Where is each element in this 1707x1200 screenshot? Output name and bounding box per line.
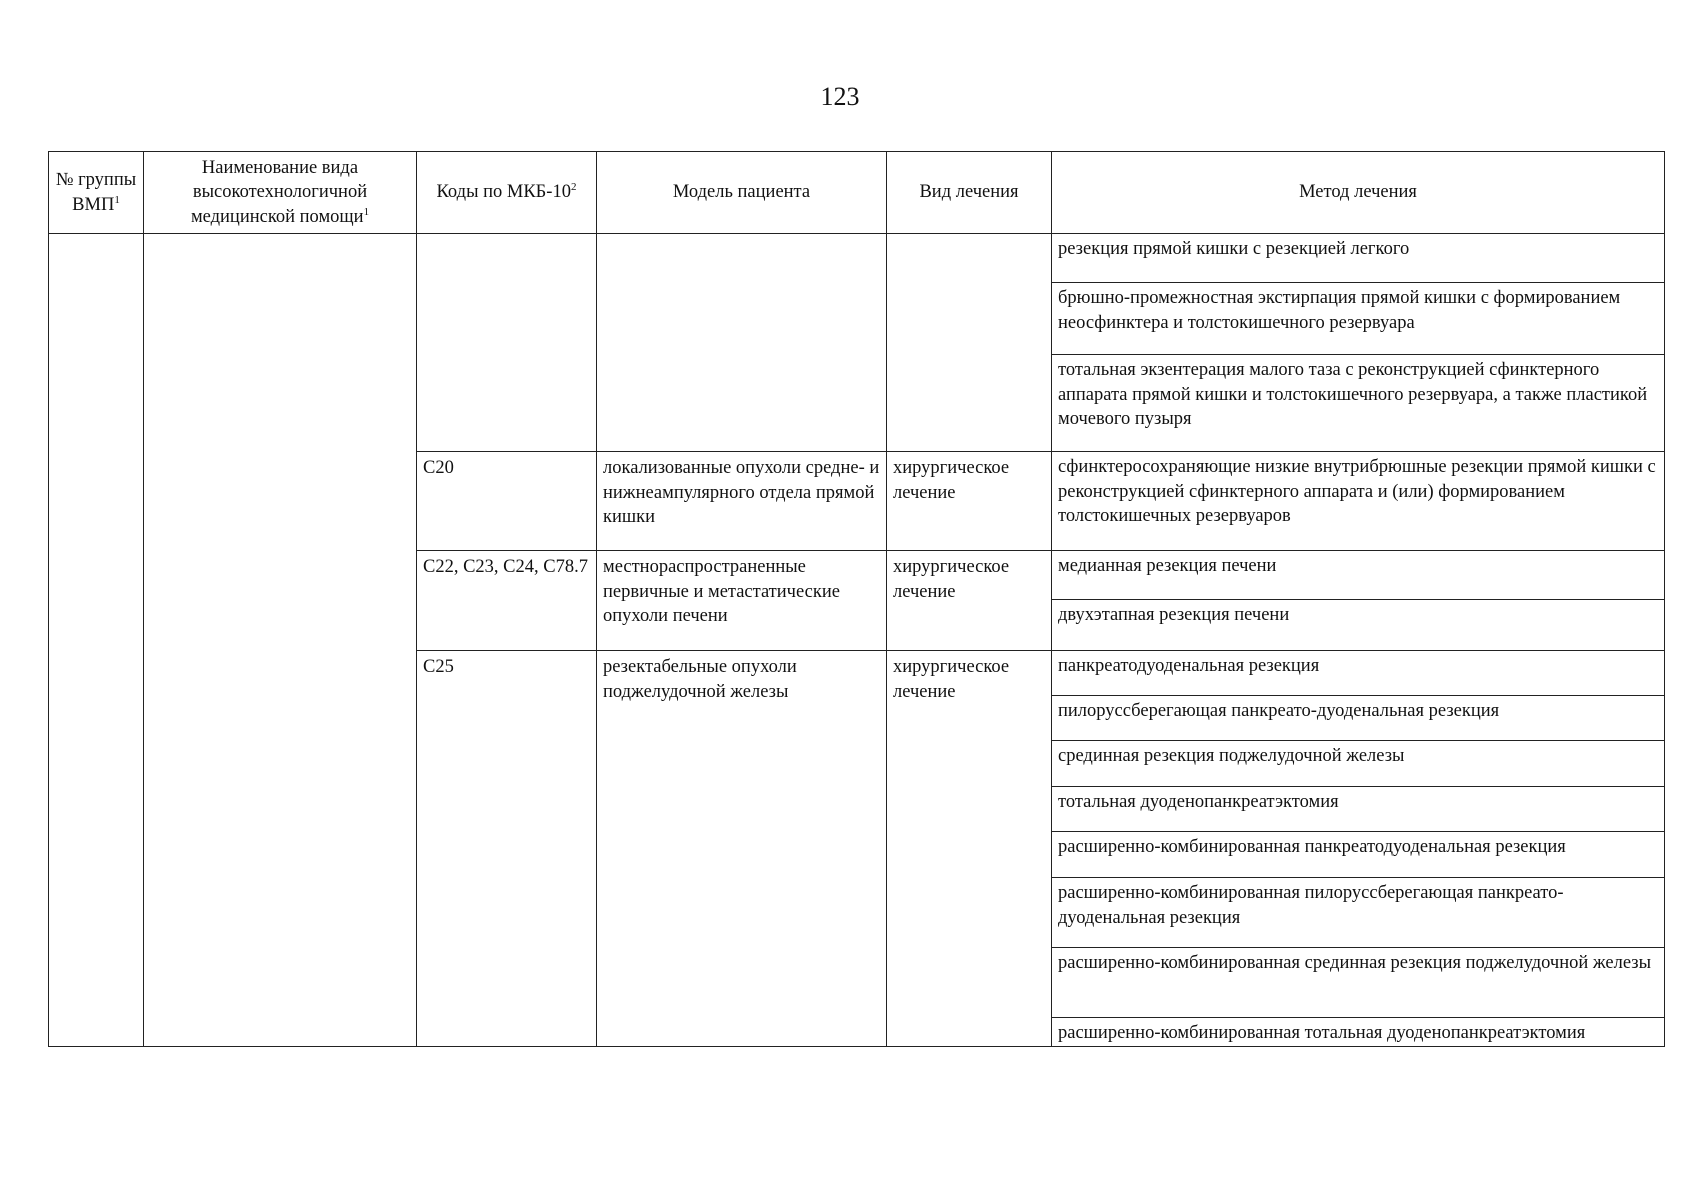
treatment-table [48,151,1665,1047]
methods-cell [1052,234,1665,452]
method-item: расширенно-комбинированная пилоруссберегающая панкреато-дуоденальная резекция [1052,878,1664,948]
model-cell: местнораспространенные первичные и метастатические опухоли печени [597,551,887,651]
page-number: 123 [820,82,860,111]
header-codes: Коды по МКБ-$10^2$ [417,152,597,234]
methods-cell [1052,452,1665,551]
method-item: панкреатодуоденальная резекция [1052,651,1664,696]
model-cell [597,234,887,452]
model-cell: локализованные опухоли средне- и нижнеампулярного отдела прямой кишки [597,452,887,551]
method-item: расширенно-комбинированная тотальная дуоденопанкреатэктомия [1058,1023,1586,1044]
header-model: Модель пациента [597,152,887,234]
method-item: брюшно-промежностная экстирпация прямой кишки с формированием неосфинктера и толстокишечного резервуара [1052,283,1664,355]
method-item: сфинктеросохраняющие низкие внутрибрюшные резекции прямой кишки с реконструкцией сфинктерного аппарата и (или) формированием толстокишечных резервуаров [1058,457,1656,527]
treatment-cell: хирургическое лечение [887,551,1052,651]
codes-cell [417,234,597,452]
codes-cell: C22, C23, C24, C78.7 [417,551,597,651]
header-group-no: № группы ВМП$^1$ [49,152,144,234]
method-item: срединная резекция поджелудочной железы [1052,741,1664,787]
method-item: тотальная дуоденопанкреатэктомия [1052,787,1664,832]
method-item: расширенно-комбинированная срединная резекция поджелудочной железы [1052,948,1664,1018]
name-cell [144,234,417,1047]
header-treatment: Вид лечения [887,152,1052,234]
group-no-cell [49,234,144,1047]
treatment-cell: хирургическое лечение [887,452,1052,551]
method-item: медианная резекция печени [1052,551,1664,600]
method-item: расширенно-комбинированная панкреатодуоденальная резекция [1052,832,1664,878]
method-item: тотальная экзентерация малого таза с реконструкцией сфинктерного аппарата прямой кишки и толстокишечного резервуара, а также пластикой мочевого пузыря [1058,360,1648,430]
header-method: Метод лечения [1052,152,1665,234]
table-row [49,234,1665,452]
codes-cell: C25 [417,651,597,1047]
model-cell: резектабельные опухоли поджелудочной железы [597,651,887,1047]
header-name: Наименование вида высокотехнологичной медицинской помощи$^1$ [144,152,417,234]
codes-cell: C20 [417,452,597,551]
methods-cell [1052,551,1665,651]
header-row [49,152,1665,234]
methods-cell [1052,651,1665,1047]
method-item: резекция прямой кишки с резекцией легкого [1052,234,1664,283]
method-item: пилоруссберегающая панкреато-дуоденальная резекция [1052,696,1664,741]
treatment-cell: хирургическое лечение [887,651,1052,1047]
method-item: двухэтапная резекция печени [1058,605,1290,626]
treatment-cell [887,234,1052,452]
